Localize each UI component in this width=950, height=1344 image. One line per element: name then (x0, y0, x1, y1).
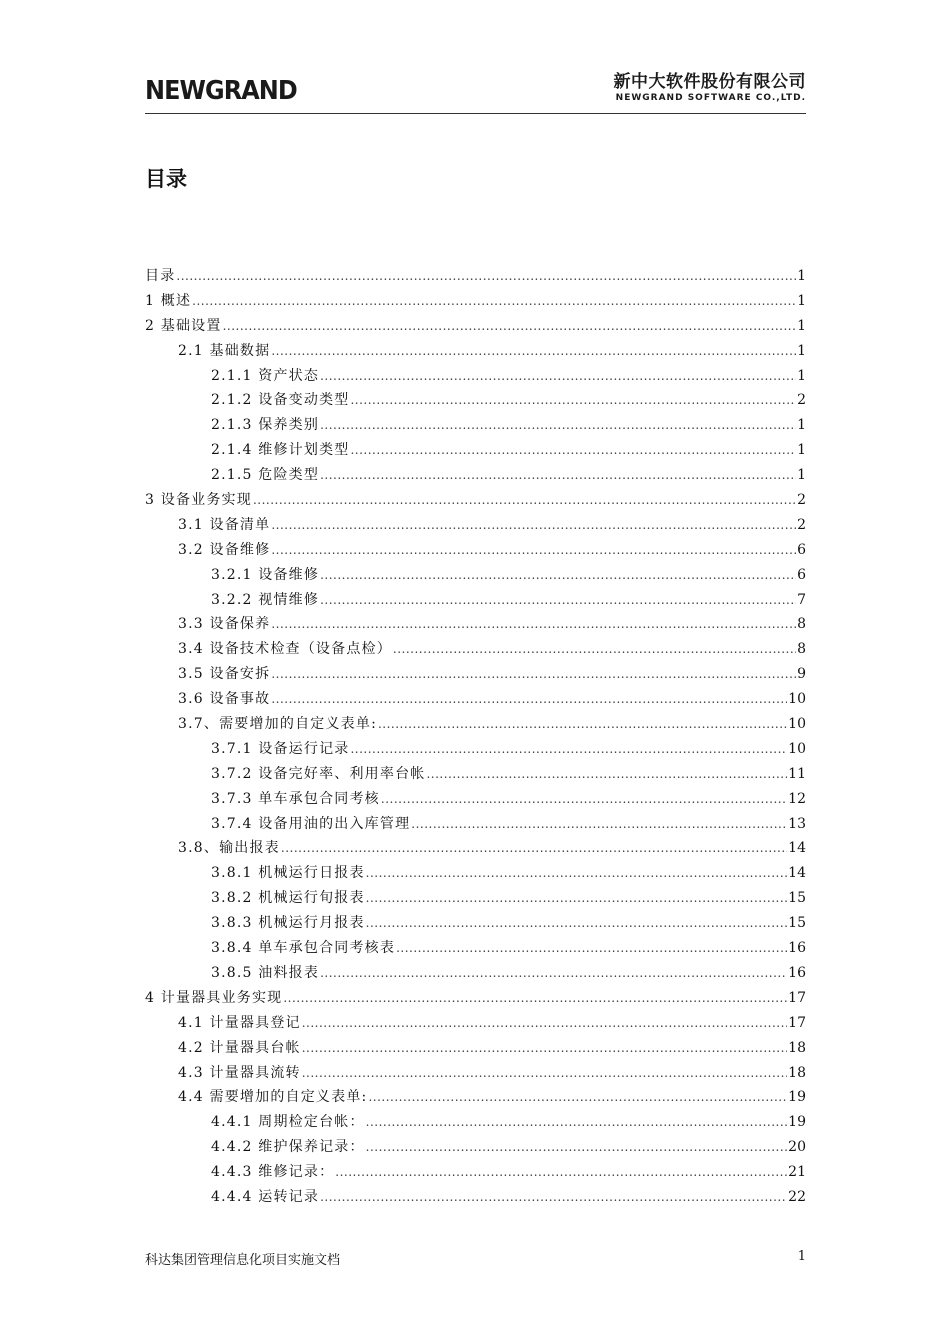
toc-dot-leader (320, 418, 796, 432)
toc-dot-leader (283, 991, 787, 1005)
toc-entry-label: 3.8.1 机械运行日报表 (211, 865, 365, 882)
toc-entry-label: 2.1.2 设备变动类型 (211, 392, 350, 409)
toc-entry-page-number: 7 (797, 591, 806, 608)
toc-entry-label: 目录 (145, 268, 176, 284)
toc-dot-leader (271, 692, 787, 706)
toc-entry-label: 2.1.5 危险类型 (211, 467, 320, 484)
toc-dot-leader (366, 866, 788, 880)
toc-entry-label: 3.8.3 机械运行月报表 (211, 915, 365, 932)
footer-document-name: 科达集团管理信息化项目实施文档 (145, 1253, 341, 1268)
toc-entry[interactable] (145, 1136, 806, 1161)
toc-dot-leader (378, 717, 787, 731)
toc-entry[interactable] (145, 1161, 806, 1186)
toc-entry-label: 3.7.3 单车承包合同考核 (211, 790, 380, 807)
toc-entry-label: 3.8.4 单车承包合同考核表 (211, 940, 396, 957)
toc-entry-page-number: 1 (797, 442, 806, 459)
toc-dot-leader (176, 269, 796, 283)
toc-entry-page-number: 1 (797, 342, 806, 359)
toc-entry-label: 4.3 计量器具流转 (178, 1064, 301, 1081)
toc-entry-label: 3.5 设备安拆 (178, 666, 271, 683)
toc-entry-page-number: 18 (788, 1064, 806, 1081)
toc-entry[interactable] (145, 688, 806, 713)
toc-entry-label: 3.6 设备事故 (178, 691, 271, 708)
toc-entry-page-number: 17 (788, 989, 806, 1006)
toc-entry-label: 3.2.1 设备维修 (211, 566, 320, 583)
toc-entry-page-number: 6 (797, 541, 806, 558)
toc-entry-label: 3.2 设备维修 (178, 541, 271, 558)
toc-entry[interactable] (145, 439, 806, 464)
toc-dot-leader (320, 1190, 787, 1204)
toc-entry[interactable] (145, 962, 806, 987)
toc-entry-label: 3.8.5 油料报表 (211, 964, 320, 981)
footer-page-number: 1 (797, 1249, 806, 1264)
toc-entry-label: 2.1.1 资产状态 (211, 367, 320, 384)
toc-entry[interactable] (145, 1186, 806, 1211)
toc-entry[interactable] (145, 862, 806, 887)
toc-entry-page-number: 12 (788, 790, 806, 807)
toc-entry[interactable] (145, 564, 806, 589)
table-of-contents (145, 265, 806, 1211)
toc-dot-leader (366, 891, 788, 905)
toc-entry-page-number: 20 (788, 1139, 806, 1156)
toc-entry-page-number: 9 (797, 666, 806, 683)
toc-entry-label: 3.8、输出报表 (178, 840, 280, 857)
toc-entry-page-number: 22 (788, 1188, 806, 1205)
toc-dot-leader (192, 294, 796, 308)
toc-entry-label: 3.7.1 设备运行记录 (211, 740, 350, 757)
toc-entry-label: 3.7.4 设备用油的出入库管理 (211, 815, 411, 832)
toc-entry[interactable] (145, 763, 806, 788)
toc-entry-page-number: 1 (797, 268, 806, 284)
toc-entry-page-number: 16 (788, 940, 806, 957)
toc-dot-leader (320, 593, 796, 607)
toc-entry-page-number: 1 (797, 292, 806, 309)
toc-entry[interactable] (145, 837, 806, 862)
toc-entry-label: 3.8.2 机械运行旬报表 (211, 890, 365, 907)
toc-entry[interactable] (145, 613, 806, 638)
toc-dot-leader (223, 319, 797, 333)
toc-dot-leader (271, 518, 796, 532)
toc-entry[interactable] (145, 813, 806, 838)
toc-entry[interactable] (145, 1062, 806, 1087)
toc-entry-label: 4.4.3 维修记录： (211, 1164, 335, 1181)
toc-entry-label: 2 基础设置 (145, 317, 222, 334)
toc-entry-label: 4 计量器具业务实现 (145, 989, 283, 1006)
toc-entry-page-number: 21 (788, 1164, 806, 1181)
toc-entry-page-number: 18 (788, 1039, 806, 1056)
toc-dot-leader (366, 916, 788, 930)
header-divider (145, 113, 806, 114)
toc-dot-leader (320, 966, 787, 980)
toc-entry[interactable] (145, 788, 806, 813)
toc-entry-page-number: 1 (797, 417, 806, 434)
toc-entry-label: 3.2.2 视情维修 (211, 591, 320, 608)
toc-dot-leader (271, 667, 796, 681)
toc-entry[interactable] (145, 713, 806, 738)
toc-dot-leader (271, 344, 796, 358)
page-header (145, 66, 806, 114)
toc-dot-leader (366, 1140, 788, 1154)
toc-dot-leader (350, 443, 796, 457)
toc-entry-page-number: 8 (797, 616, 806, 633)
company-name-cn: 新中大软件股份有限公司 (613, 72, 806, 92)
toc-entry-page-number: 10 (788, 740, 806, 757)
toc-dot-leader (271, 617, 796, 631)
toc-dot-leader (396, 941, 787, 955)
toc-dot-leader (393, 642, 796, 656)
toc-entry[interactable] (145, 265, 806, 290)
toc-dot-leader (381, 792, 787, 806)
toc-entry-page-number: 14 (788, 865, 806, 882)
toc-entry-label: 2.1.4 维修计划类型 (211, 442, 350, 459)
toc-entry[interactable] (145, 912, 806, 937)
toc-dot-leader (320, 468, 796, 482)
toc-entry[interactable] (145, 489, 806, 514)
toc-entry-page-number: 10 (788, 691, 806, 708)
toc-entry-label: 2.1.3 保养类别 (211, 417, 320, 434)
toc-entry-label: 3 设备业务实现 (145, 492, 252, 509)
toc-dot-leader (426, 767, 787, 781)
toc-entry-page-number: 19 (788, 1089, 806, 1106)
toc-entry-label: 1 概述 (145, 292, 192, 309)
toc-entry-label: 4.4.4 运转记录 (211, 1188, 320, 1205)
toc-entry[interactable] (145, 1086, 806, 1111)
toc-entry-label: 4.4 需要增加的自定义表单: (178, 1089, 368, 1106)
toc-entry[interactable] (145, 987, 806, 1012)
toc-dot-leader (271, 543, 796, 557)
company-name-block (614, 72, 807, 104)
newgrand-logo: NEWGRAND (145, 76, 297, 106)
toc-entry-label: 2.1 基础数据 (178, 342, 271, 359)
toc-entry[interactable] (145, 290, 806, 315)
toc-entry-page-number: 15 (788, 915, 806, 932)
toc-dot-leader (366, 1115, 788, 1129)
toc-entry[interactable] (145, 414, 806, 439)
toc-entry-page-number: 13 (788, 815, 806, 832)
toc-entry-page-number: 1 (797, 317, 806, 334)
toc-entry-page-number: 2 (797, 492, 806, 509)
toc-entry-label: 3.1 设备清单 (178, 516, 271, 533)
toc-entry-label: 3.7.2 设备完好率、利用率台帐 (211, 765, 426, 782)
toc-entry[interactable] (145, 589, 806, 614)
toc-entry-label: 3.4 设备技术检查（设备点检） (178, 641, 392, 658)
toc-dot-leader (368, 1090, 787, 1104)
toc-entry-label: 4.4.1 周期检定台帐： (211, 1114, 365, 1131)
toc-entry-label: 3.3 设备保养 (178, 616, 271, 633)
toc-entry-page-number: 10 (788, 716, 806, 733)
toc-entry-label: 3.7、需要增加的自定义表单: (178, 716, 377, 733)
toc-entry[interactable] (145, 663, 806, 688)
toc-entry-page-number: 16 (788, 964, 806, 981)
toc-dot-leader (302, 1066, 787, 1080)
toc-dot-leader (335, 1165, 787, 1179)
toc-entry[interactable] (145, 539, 806, 564)
toc-entry-label: 4.1 计量器具登记 (178, 1014, 301, 1031)
toc-entry[interactable] (145, 464, 806, 489)
company-name-en: NEWGRAND SOFTWARE CO.,LTD. (615, 93, 806, 103)
page-title: 目录 (145, 167, 187, 191)
toc-dot-leader (302, 1016, 787, 1030)
toc-entry[interactable] (145, 887, 806, 912)
toc-entry-page-number: 1 (797, 367, 806, 384)
toc-dot-leader (302, 1041, 787, 1055)
toc-entry[interactable] (145, 340, 806, 365)
toc-entry[interactable] (145, 738, 806, 763)
toc-dot-leader (253, 493, 796, 507)
toc-entry[interactable] (145, 365, 806, 390)
toc-entry[interactable] (145, 514, 806, 539)
toc-entry-page-number: 8 (797, 641, 806, 658)
toc-entry[interactable] (145, 1012, 806, 1037)
toc-entry-label: 4.2 计量器具台帐 (178, 1039, 301, 1056)
toc-dot-leader (320, 568, 796, 582)
toc-entry-page-number: 19 (788, 1114, 806, 1131)
toc-entry-page-number: 15 (788, 890, 806, 907)
toc-entry-page-number: 2 (797, 516, 806, 533)
toc-entry[interactable] (145, 389, 806, 414)
toc-dot-leader (320, 369, 796, 383)
toc-entry-page-number: 2 (797, 392, 806, 409)
toc-entry-page-number: 1 (797, 467, 806, 484)
toc-entry[interactable] (145, 1111, 806, 1136)
toc-entry-page-number: 14 (788, 840, 806, 857)
toc-entry-label: 4.4.2 维护保养记录： (211, 1139, 365, 1156)
toc-entry-page-number: 11 (788, 765, 806, 782)
toc-entry[interactable] (145, 638, 806, 663)
toc-entry[interactable] (145, 1037, 806, 1062)
toc-entry-page-number: 6 (797, 566, 806, 583)
toc-dot-leader (411, 817, 787, 831)
toc-entry-page-number: 17 (788, 1014, 806, 1031)
toc-dot-leader (281, 841, 787, 855)
toc-dot-leader (350, 393, 796, 407)
toc-dot-leader (350, 742, 787, 756)
toc-entry[interactable] (145, 315, 806, 340)
toc-entry[interactable] (145, 937, 806, 962)
